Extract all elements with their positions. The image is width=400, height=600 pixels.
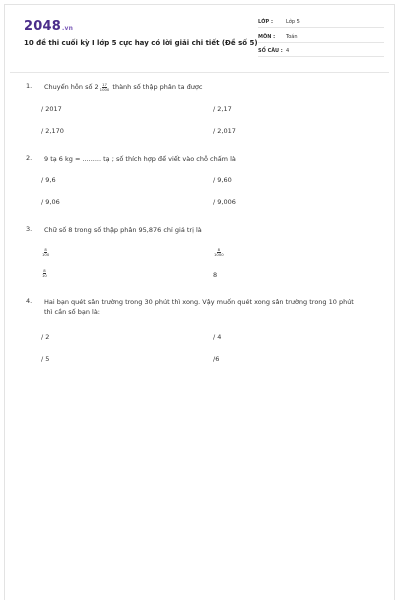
question-text-line2: thì cần số bạn là: bbox=[44, 308, 100, 316]
question-text: Chữ số 8 trong số thập phân 95,876 chỉ giá trị là bbox=[44, 226, 202, 234]
fraction-numerator: 8 bbox=[44, 247, 47, 252]
fraction-denominator: 1000 bbox=[214, 252, 224, 257]
meta-count-value: 4 bbox=[286, 48, 290, 54]
answer-option-b[interactable]: / 9,60 bbox=[213, 176, 232, 184]
answer-option-a[interactable]: / 2017 bbox=[41, 105, 62, 113]
meta-class-key: LỚP : bbox=[258, 19, 273, 25]
option-fraction bbox=[42, 269, 47, 278]
answer-option-c[interactable] bbox=[41, 269, 48, 278]
answer-option-a[interactable] bbox=[41, 248, 50, 257]
answer-option-b[interactable]: / 2,17 bbox=[213, 105, 232, 113]
question-number: 2. bbox=[26, 154, 33, 162]
meta-subject-key: MÔN : bbox=[258, 34, 276, 40]
question-number: 1. bbox=[26, 82, 33, 90]
question-text: 9 tạ 6 kg = ......... tạ ; số thích hợp để viết vào chỗ chấm là bbox=[44, 155, 236, 163]
answer-option-b[interactable] bbox=[213, 248, 225, 257]
answer-option-d[interactable]: / 9,006 bbox=[213, 198, 236, 206]
answer-option-d[interactable]: / 2,017 bbox=[213, 127, 236, 135]
meta-subject-value: Toán bbox=[286, 34, 298, 40]
fraction-denominator: 1000 bbox=[99, 86, 110, 92]
option-fraction bbox=[42, 248, 49, 257]
answer-option-a[interactable]: / 9,6 bbox=[41, 176, 56, 184]
question-number: 3. bbox=[26, 225, 33, 233]
header-separator bbox=[10, 72, 389, 73]
fraction-numerator: 17 bbox=[102, 81, 107, 87]
answer-option-b[interactable]: / 4 bbox=[213, 333, 222, 341]
question-text-after: thành số thập phân ta được bbox=[110, 83, 203, 91]
option-fraction bbox=[214, 248, 224, 257]
answer-option-a[interactable]: / 2 bbox=[41, 333, 50, 341]
answer-option-c[interactable]: / 2,170 bbox=[41, 127, 64, 135]
question-text bbox=[44, 82, 374, 92]
document-page bbox=[4, 4, 395, 600]
meta-divider bbox=[258, 27, 384, 28]
fraction-denominator: 10 bbox=[42, 273, 47, 278]
question-text-line1: Hai bạn quét sân trường trong 30 phút thì xong. Vậy muốn quét xong sân trường trong 10 phút bbox=[44, 298, 354, 306]
fraction-denominator: 100 bbox=[42, 252, 50, 257]
meta-count-key: SỐ CÂU : bbox=[258, 48, 283, 54]
document-title: 10 đề thi cuối kỳ I lớp 5 cực hay có lời giải chi tiết (Đề số 5) bbox=[24, 39, 258, 47]
answer-option-d[interactable]: 8 bbox=[213, 271, 218, 279]
meta-divider bbox=[258, 42, 384, 43]
question-text-before: Chuyển hỗn số 2 bbox=[44, 83, 99, 91]
logo-main-text: 2048 bbox=[24, 19, 61, 34]
logo-sub-text: .vn bbox=[61, 25, 74, 32]
site-logo[interactable] bbox=[24, 19, 73, 34]
answer-option-c[interactable]: / 5 bbox=[41, 355, 50, 363]
question-number: 4. bbox=[26, 297, 33, 305]
meta-divider bbox=[258, 56, 384, 57]
fraction-numerator: 8 bbox=[217, 247, 221, 252]
answer-option-c[interactable]: / 9,06 bbox=[41, 198, 60, 206]
meta-class-value: Lớp 5 bbox=[286, 19, 300, 25]
answer-option-d[interactable]: /6 bbox=[213, 355, 220, 363]
mixed-fraction bbox=[100, 83, 110, 92]
fraction-numerator: 8 bbox=[43, 268, 46, 273]
question-text bbox=[44, 297, 374, 317]
